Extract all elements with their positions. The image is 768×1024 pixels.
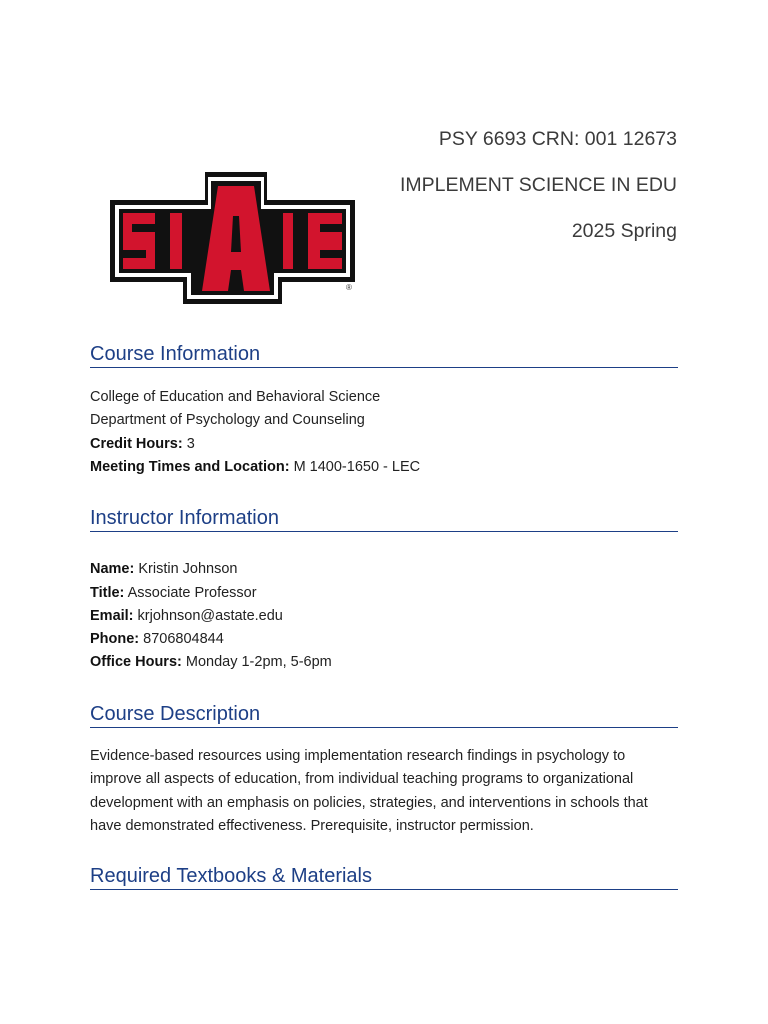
course-term: 2025 Spring <box>571 220 677 242</box>
instructor-email-link[interactable]: krjohnson@astate.edu <box>137 608 283 624</box>
astate-logo <box>110 172 355 304</box>
meeting-line: Meeting Times and Location: M 1400-1650 - LEC <box>90 459 421 475</box>
credit-hours-line: Credit Hours: 3 <box>90 436 195 452</box>
section-course-information: Course Information <box>90 342 678 368</box>
course-code: PSY 6693 CRN: 001 12673 <box>438 128 677 150</box>
office-hours-line: Office Hours: Monday 1-2pm, 5-6pm <box>90 654 332 670</box>
course-title: IMPLEMENT SCIENCE IN EDU <box>399 174 677 196</box>
college-line: College of Education and Behavioral Science <box>90 389 381 405</box>
instructor-phone-line: Phone: 8706804844 <box>90 631 224 647</box>
section-course-description: Course Description <box>90 702 678 728</box>
instructor-email-line: Email: krjohnson@astate.edu <box>90 608 283 624</box>
svg-text:®: ® <box>346 283 352 292</box>
section-required-textbooks: Required Textbooks & Materials <box>90 864 678 890</box>
instructor-name-line: Name: Kristin Johnson <box>90 561 238 577</box>
section-instructor-information: Instructor Information <box>90 506 678 532</box>
course-description-text: Evidence-based resources using implementation research findings in psychology to improve all aspects of education, from individual teaching programs to organizational development with an emphasis on policies, strategies, and interventions in schools that have demonstrated effectiveness. Prerequisite, instructor permission. <box>90 748 648 834</box>
instructor-title-line: Title: Associate Professor <box>90 585 257 601</box>
department-line: Department of Psychology and Counseling <box>90 412 365 428</box>
